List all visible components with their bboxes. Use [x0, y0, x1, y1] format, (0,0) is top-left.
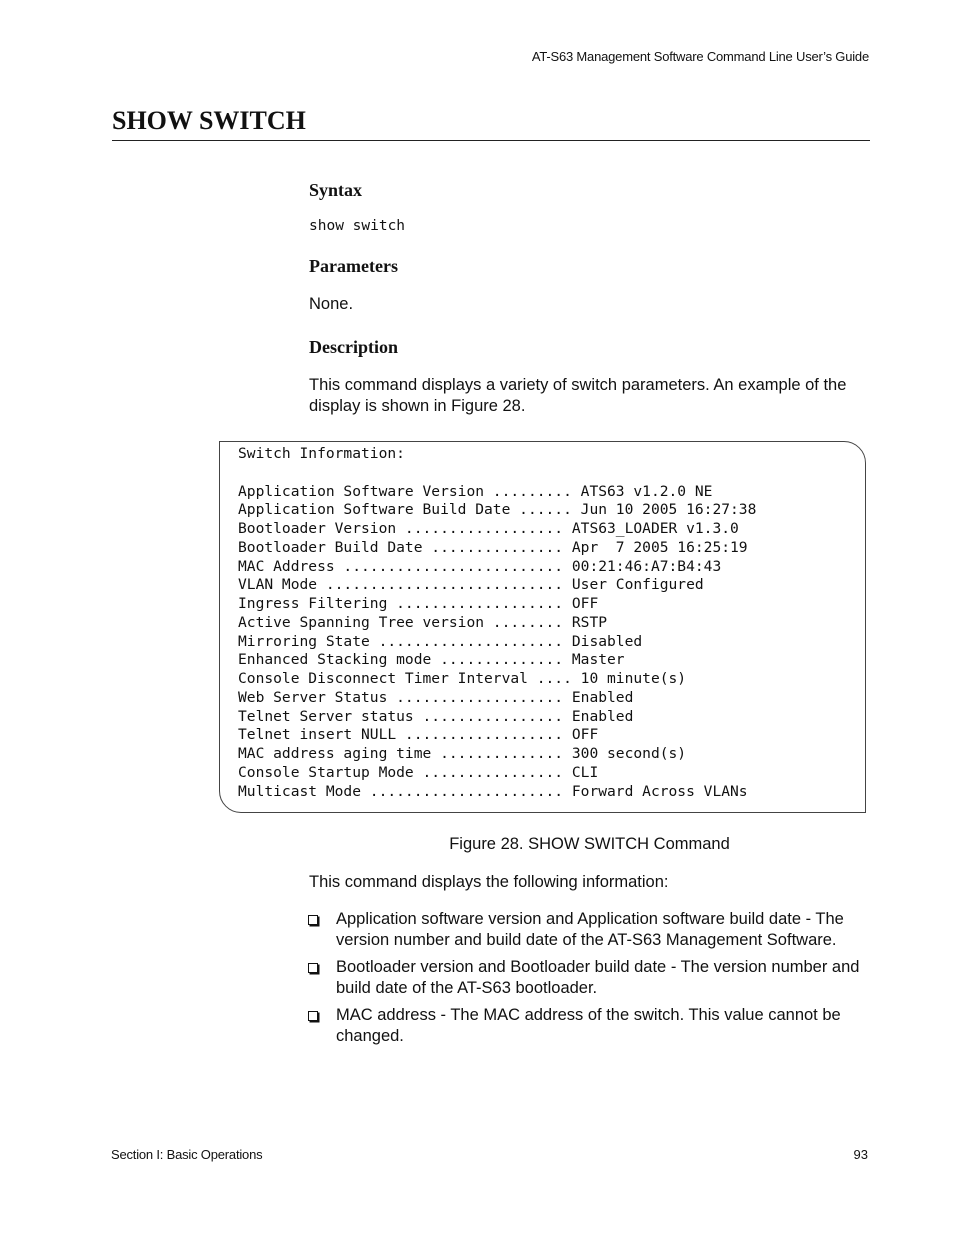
output-line: MAC Address ......................... 00:21:46:A7:B4:43	[238, 557, 722, 575]
output-line: Bootloader Version .................. ATS63_LOADER v1.3.0	[238, 520, 739, 537]
parameters-text: None.	[309, 295, 354, 313]
parameters-heading: Parameters	[309, 256, 398, 276]
description-heading: Description	[309, 337, 398, 357]
list-item-text: MAC address - The MAC address of the switch. This value cannot be changed.	[336, 1006, 841, 1045]
output-line: MAC address aging time .............. 300 second(s)	[238, 745, 687, 762]
page-title: SHOW SWITCH	[112, 106, 306, 135]
list-item	[308, 1005, 874, 1046]
running-header: AT-S63 Management Software Command Line User’s Guide	[531, 49, 869, 64]
checkbox-bullet-icon	[308, 963, 318, 973]
info-intro: This command displays the following information:	[309, 873, 669, 891]
output-line: Active Spanning Tree version ........ RSTP	[238, 613, 608, 631]
output-line: Application Software Version ......... ATS63 v1.2.0 NE	[238, 482, 713, 500]
output-line: Ingress Filtering ................... OFF	[238, 595, 599, 612]
output-line: Application Software Build Date ...... Jun 10 2005 16:27:38	[238, 501, 757, 519]
figure-caption: Figure 28. SHOW SWITCH Command	[449, 835, 730, 853]
list-item	[308, 957, 874, 998]
output-line: Mirroring State ..................... Disabled	[238, 632, 643, 650]
syntax-code: show switch	[309, 218, 406, 234]
output-line: VLAN Mode ........................... User Configured	[238, 576, 704, 594]
checkbox-bullet-icon	[308, 915, 318, 925]
output-line: Multicast Mode ...................... Forward Across VLANs	[238, 782, 748, 800]
footer-section: Section I: Basic Operations	[111, 1147, 263, 1162]
switch-info-output	[238, 445, 756, 801]
output-line: Console Disconnect Timer Interval .... 10 minute(s)	[238, 670, 687, 687]
page-number: 93	[853, 1147, 868, 1162]
output-line: Telnet Server status ................ Enabled	[238, 707, 634, 725]
checkbox-bullet-icon	[308, 1011, 318, 1021]
output-line: Telnet insert NULL .................. OFF	[238, 726, 599, 744]
output-line: Bootloader Build Date ............... Apr 7 2005 16:25:19	[238, 538, 748, 556]
list-item-text: Application software version and Application software build date - The version number and build date of the AT-S63 Management Software.	[336, 910, 844, 949]
info-bullet-list	[308, 909, 874, 1053]
output-line: Console Startup Mode ................ CLI	[238, 763, 599, 781]
list-item-text: Bootloader version and Bootloader build date - The version number and build date of the AT-S63 bootloader.	[336, 958, 860, 997]
output-line: Web Server Status ................... Enabled	[238, 688, 634, 706]
output-line: Enhanced Stacking mode .............. Master	[238, 651, 625, 669]
output-line	[238, 464, 756, 483]
title-divider	[112, 140, 870, 141]
output-line: Switch Information:	[238, 445, 405, 462]
description-text: This command displays a variety of switch parameters. An example of the display is shown in Figure 28.	[309, 376, 847, 415]
syntax-heading: Syntax	[309, 180, 363, 200]
list-item	[308, 909, 874, 950]
